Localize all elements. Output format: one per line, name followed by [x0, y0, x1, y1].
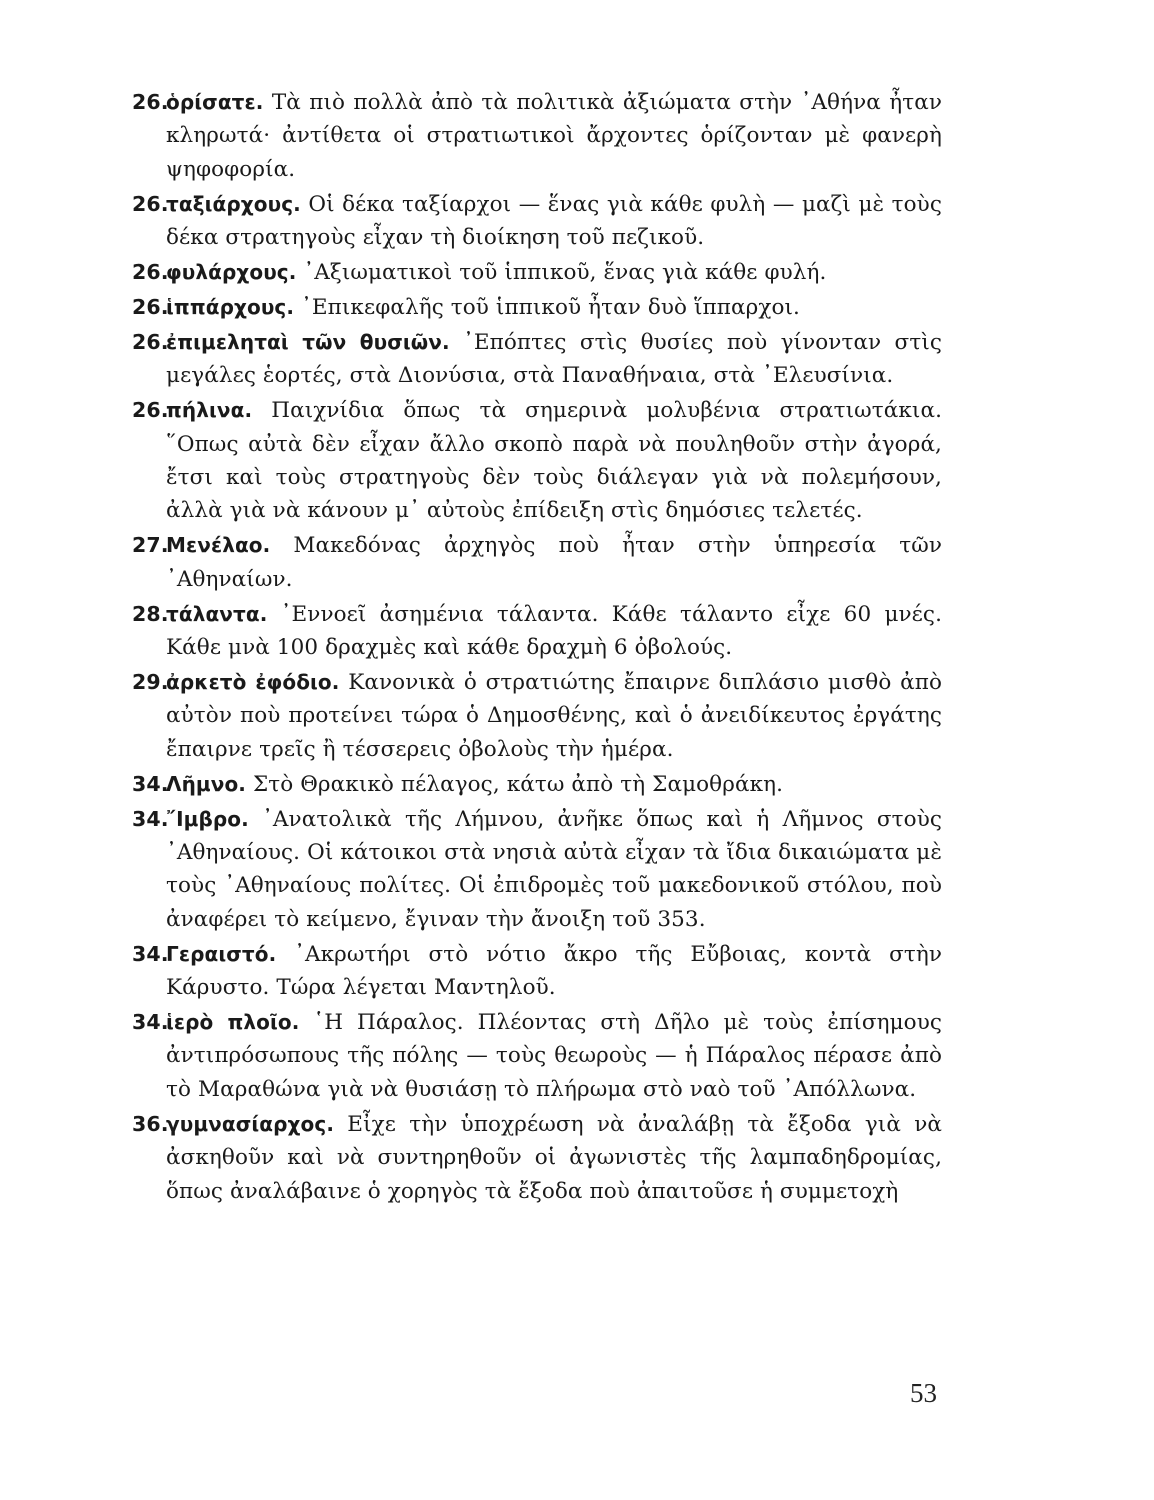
note-entry — [132, 394, 942, 528]
note-text: Τὰ πιὸ πολλὰ ἀπὸ τὰ πολιτικὰ ἀξιώματα στὴν ᾿Αθήνα ἦταν κληρωτά· ἀντίθετα οἱ στρατιωτικοὶ ἄρχοντες ὁρίζονταν μὲ φανερὴ ψηφοφορία. — [166, 90, 942, 182]
note-text: Στὸ Θρακικὸ πέλαγος, κάτω ἀπὸ τὴ Σαμοθράκη. — [252, 771, 784, 797]
note-headword: ὁρίσατε. — [166, 90, 264, 114]
note-headword: ῎Ιμβρο. — [166, 806, 249, 831]
note-number: 34. — [132, 806, 169, 831]
note-headword: φυλάρχους. — [166, 260, 297, 285]
note-entry — [132, 666, 942, 766]
note-text: Κανονικὰ ὁ στρατιώτης ἔπαιρνε διπλάσιο μισθὸ ἀπὸ αὐτὸν ποὺ προτείνει τώρα ὁ Δημοσθένης, καὶ ὁ ἀνειδίκευτος ἐργάτης ἔπαιρνε τρεῖς ἢ τέσσερεις ὀβολοὺς τὴν ἡμέρα. — [166, 669, 942, 762]
note-headword: ἐπιμεληταὶ τῶν θυσιῶν. — [166, 329, 450, 354]
note-headword: πήλινα. — [166, 398, 253, 423]
note-text: Παιχνίδια ὅπως τὰ σημερινὰ μολυβένια στρατιωτάκια. ῞Οπως αὐτὰ δὲν εἶχαν ἄλλο σκοπὸ παρὰ νὰ πουληθοῦν στὴν ἀγορά, ἔτσι καὶ τοὺς στρατηγοὺς δὲν τοὺς διάλεγαν γιὰ νὰ πολεμήσουν, ἀλλὰ γιὰ νὰ κάνουν μ᾿ αὐτοὺς ἐπίδειξη στὶς δημόσιες τελετές. — [166, 398, 942, 524]
note-number: 26. — [132, 191, 169, 216]
note-text: Οἱ δέκα ταξίαρχοι — ἕνας γιὰ κάθε φυλὴ — μαζὶ μὲ τοὺς δέκα στρατηγοὺς εἶχαν τὴ διοίκηση τοῦ πεζικοῦ. — [166, 191, 942, 251]
note-number: 34. — [132, 771, 169, 796]
note-entry — [132, 768, 942, 801]
note-headword: ἀρκετὸ ἐφόδιο. — [166, 669, 340, 694]
note-text: ῾Η Πάραλος. Πλέοντας στὴ Δῆλο μὲ τοὺς ἐπίσημους ἀντιπρόσωπους τῆς πόλης — τοὺς θεωροὺς — ἡ Πάραλος πέρασε ἀπὸ τὸ Μαραθώνα γιὰ νὰ θυσιάσῃ τὸ πλήρωμα στὸ ναὸ τοῦ ᾿Απόλλωνα. — [166, 1009, 943, 1102]
note-number: 27. — [132, 533, 169, 558]
note-entry — [132, 188, 942, 255]
note-entry — [132, 256, 942, 289]
note-number: 28. — [132, 601, 169, 626]
note-text: ᾿Εννοεῖ ἀσημένια τάλαντα. Κάθε τάλαντο εἶχε 60 μνές. Κάθε μνὰ 100 δραχμὲς καὶ κάθε δραχμὴ 6 ὀβολούς. — [166, 601, 942, 660]
note-entry — [132, 326, 942, 393]
note-entry — [132, 938, 942, 1005]
page-number: 53 — [910, 1378, 937, 1408]
note-headword: ἱππάρχους. — [166, 294, 295, 319]
note-number: 26. — [132, 329, 169, 354]
note-text: Εἶχε τὴν ὑποχρέωση νὰ ἀναλάβῃ τὰ ἔξοδα γιὰ νὰ ἀσκηθοῦν καὶ νὰ συντηρηθοῦν οἱ ἀγωνιστὲς τῆς λαμπαδηδρομίας, ὅπως ἀναλάβαινε ὁ χορηγὸς τὰ ἔξοδα ποὺ ἀπαιτοῦσε ἡ συμμετοχὴ — [166, 1111, 942, 1204]
note-number: 26. — [132, 260, 169, 285]
note-entry — [132, 529, 942, 596]
note-text: ᾿Επικεφαλῆς τοῦ ἱππικοῦ ἦταν δυὸ ἵππαρχοι. — [301, 294, 800, 320]
note-number: 36. — [132, 1111, 169, 1136]
note-headword: ταξιάρχους. — [166, 191, 301, 216]
note-number: 26. — [132, 398, 169, 423]
note-headword: Λῆμνο. — [166, 771, 246, 796]
note-number: 34. — [132, 941, 169, 966]
note-number: 29. — [132, 669, 169, 694]
note-number: 26. — [132, 294, 169, 319]
note-entry — [132, 598, 942, 665]
note-number: 34. — [132, 1009, 169, 1034]
note-headword: Μενέλαο. — [166, 533, 271, 558]
note-headword: τάλαντα. — [166, 601, 268, 626]
note-entry — [132, 291, 942, 324]
note-entry — [132, 86, 942, 186]
note-entry — [132, 1006, 942, 1106]
notes-list — [132, 86, 942, 1209]
note-text: ᾿Αξιωματικοὶ τοῦ ἱππικοῦ, ἕνας γιὰ κάθε φυλή. — [303, 260, 827, 286]
note-number: 26. — [132, 90, 169, 114]
note-headword: Γεραιστό. — [166, 941, 277, 966]
note-text: ᾿Επόπτες στὶς θυσίες ποὺ γίνονταν στὶς μεγάλες ἑορτές, στὰ Διονύσια, στὰ Παναθήναια, στὰ ᾿Ελευσίνια. — [166, 329, 942, 389]
note-headword: ἱερὸ πλοῖο. — [166, 1009, 300, 1034]
note-text: ᾿Ανατολικὰ τῆς Λήμνου, ἀνῆκε ὅπως καὶ ἡ Λῆμνος στοὺς ᾿Αθηναίους. Οἱ κάτοικοι στὰ νησιὰ αὐτὰ εἶχαν τὰ ἴδια δικαιώματα μὲ τοὺς ᾿Αθηναίους πολίτες. Οἱ ἐπιδρομὲς τοῦ μακεδονικοῦ στόλου, ποὺ ἀναφέρει τὸ κείμενο, ἔγιναν τὴν ἄνοιξη τοῦ 353. — [166, 806, 942, 932]
note-entry — [132, 1108, 942, 1208]
note-text: Μακεδόνας ἀρχηγὸς ποὺ ἦταν στὴν ὑπηρεσία τῶν ᾿Αθηναίων. — [166, 533, 942, 592]
note-entry — [132, 803, 942, 937]
note-text: ᾿Ακρωτήρι στὸ νότιο ἄκρο τῆς Εὔβοιας, κοντὰ στὴν Κάρυστο. Τώρα λέγεται Μαντηλοῦ. — [166, 941, 942, 1001]
note-headword: γυμνασίαρχος. — [166, 1111, 335, 1136]
